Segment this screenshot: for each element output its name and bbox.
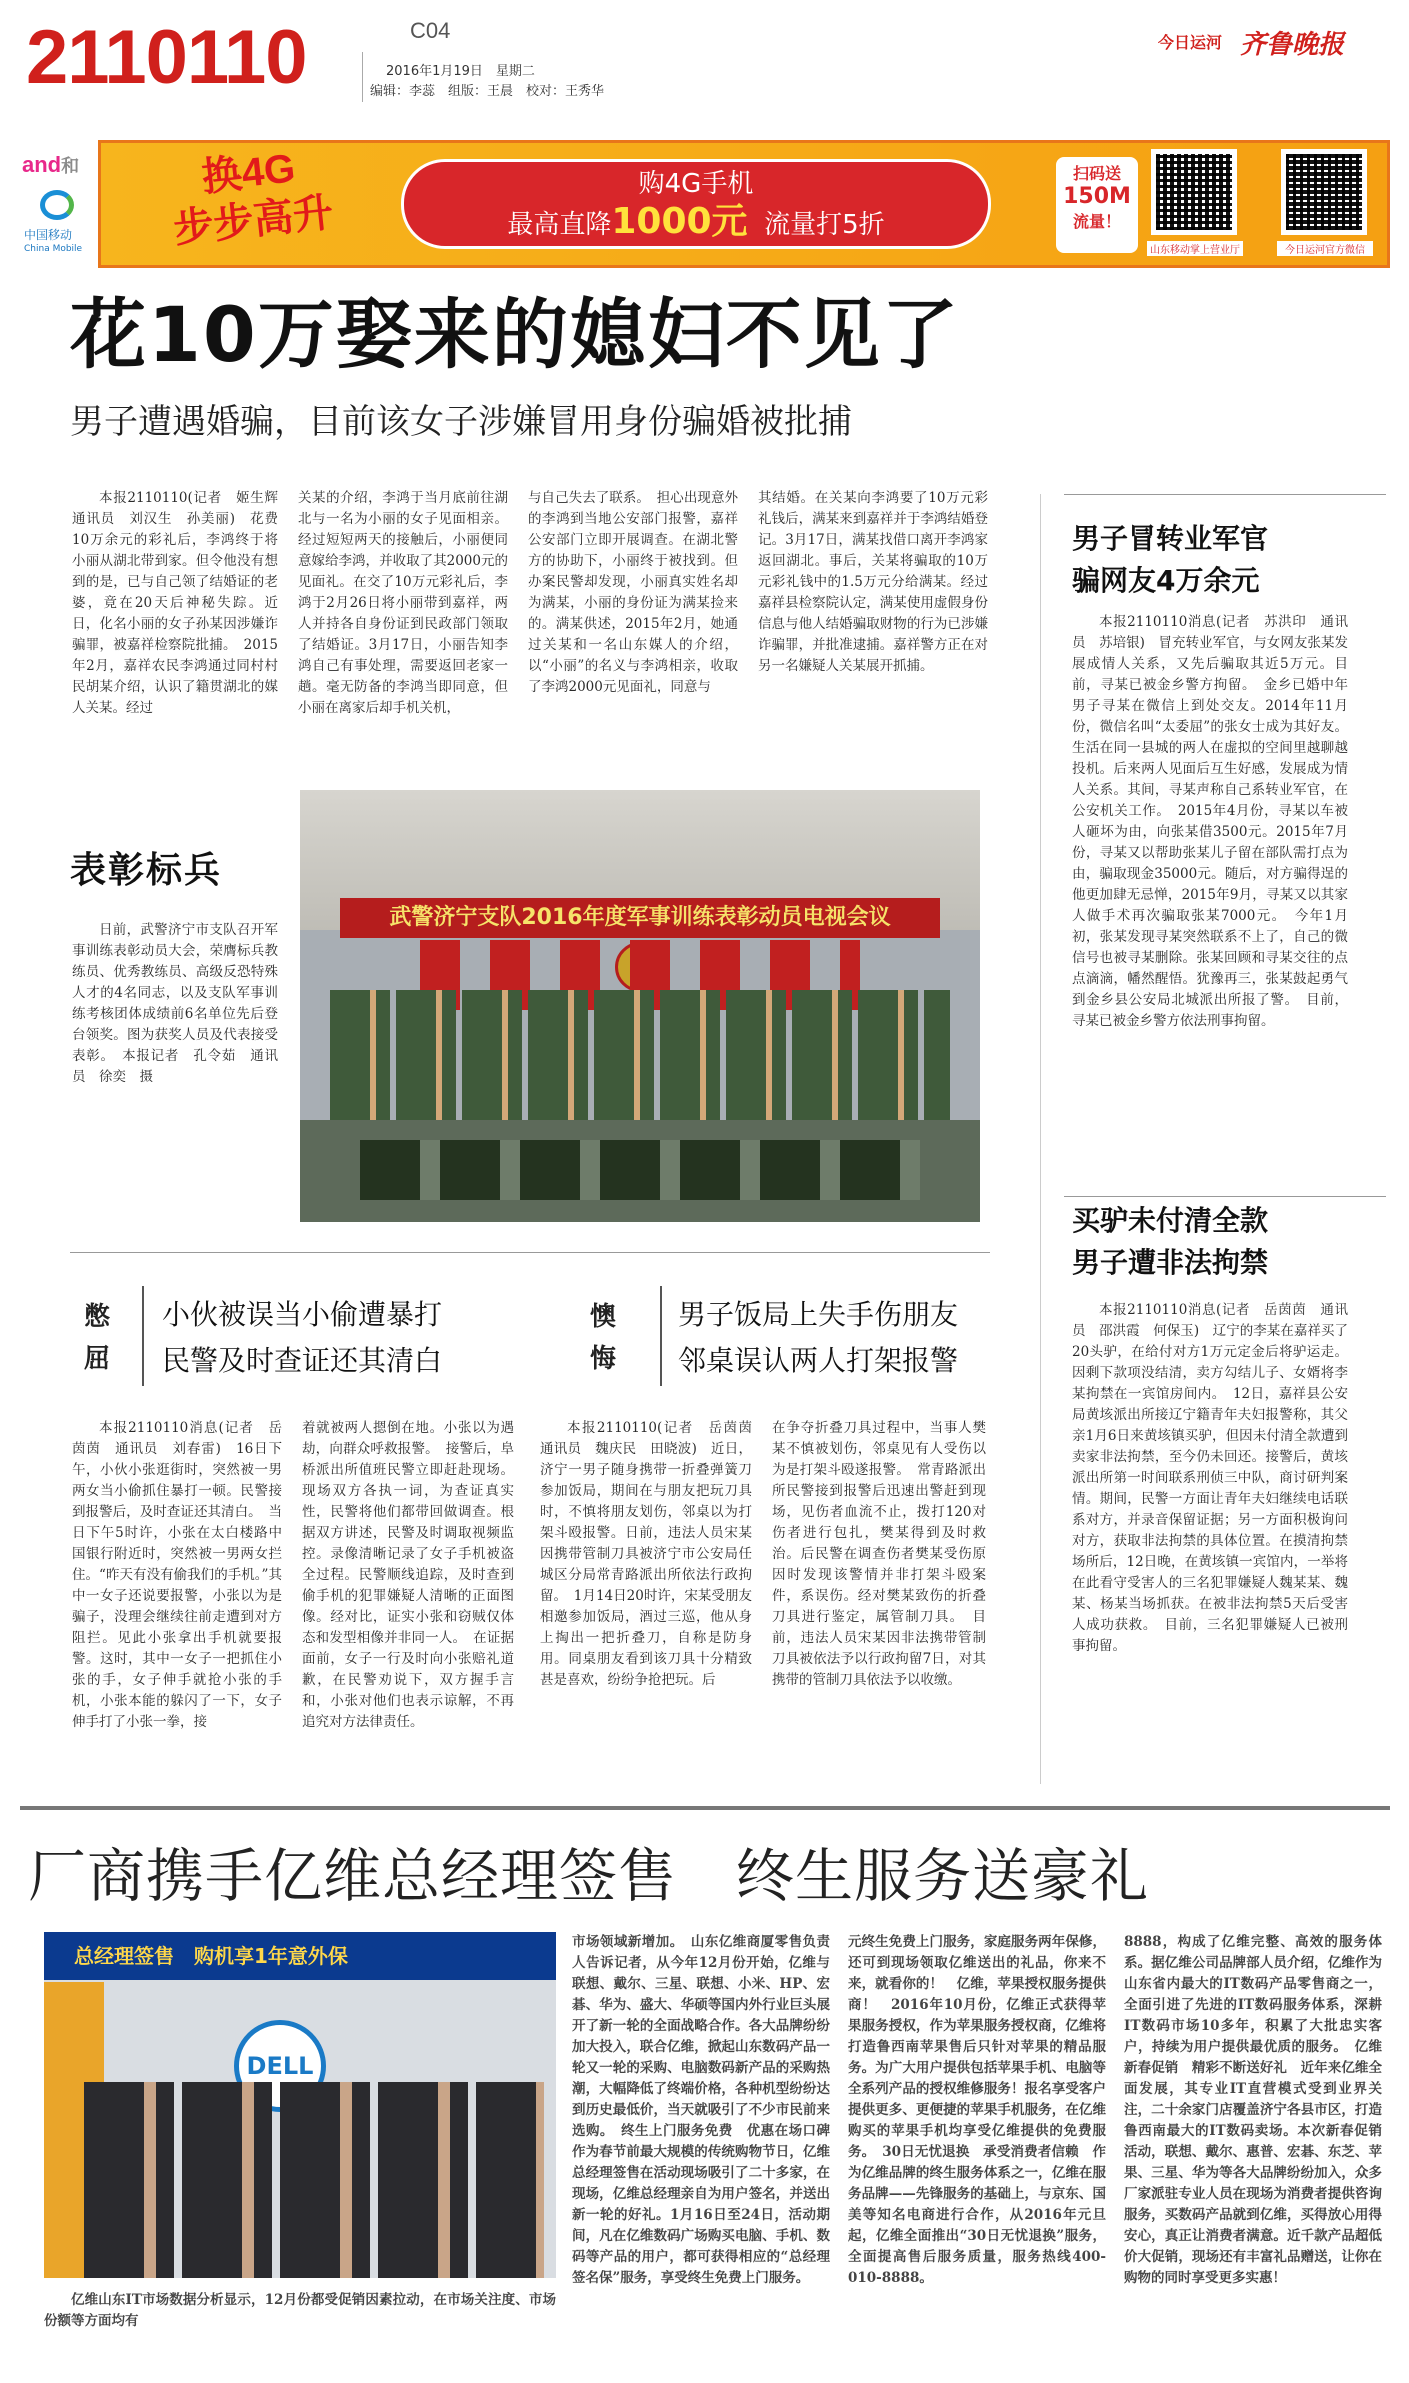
people-group	[84, 2082, 544, 2278]
and-brand-icon: and和	[22, 152, 80, 177]
page-code: C04	[410, 18, 451, 43]
bottom-caption: 亿维山东IT市场数据分析显示，12月份都受促销因素拉动，在市场关注度、市场份额等方面均有	[44, 2292, 556, 2329]
bottom-col-3: 8888，构成了亿维完整、高效的服务体系。据亿维公司品牌部人员介绍，亿维作为山东省内最大的IT数码产品零售商之一，全面引进了先进的IT数码服务体系，深耕IT数码市场10多年，积累了大批忠实客户，持续为用户提供最优质的服务。 亿维新春促销 精彩不断送好礼 近年来亿维全面发展，其专业IT直营模式受到业界关注，二十余家门店覆盖济宁各县市区，打造鲁西南最大的IT数码卖场。本次新春促销活动，联想、戴尔、惠普、宏碁、东芝、苹果、三星、华为等各大品牌纷纷加入，众多厂家派驻专业人员在现场为消费者提供咨询服务，买数码产品就到亿维，买得放心用得安心，真正让消费者满意。近千款产品超低价大促销，现场还有丰富礼品赠送，让你在购物的同时享受更多实惠！	[1124, 1934, 1382, 2286]
lead-col-1: 本报2110110(记者 姬生辉 通讯员 刘汉生 孙美丽) 花费10万余元的彩礼后，李鸿终于将小丽从湖北带到家。但令他没有想到的是，已与自己领了结婚证的老婆，竟在20天后神秘失踪。近日，化名小丽的女子孙某因涉嫌诈骗罪，被嘉祥检察院批捕。 2015年2月，嘉祥农民李鸿通过同村村民胡某介绍，认识了籍贯湖北的媒人关某。经过	[72, 490, 292, 716]
china-mobile-logo	[20, 140, 95, 268]
signing-photo	[44, 1932, 556, 2278]
china-mobile-swirl-icon	[40, 190, 74, 220]
offer-headline: 购4G手机	[638, 169, 754, 199]
editor-credits: 编辑：李蕊 组版：王晨 校对：王秀华	[370, 84, 605, 99]
carrier-name: 中国移动	[24, 228, 73, 242]
ceremony-banner: 武警济宁支队2016年度军事训练表彰动员电视会议	[340, 898, 940, 938]
side2-body: 本报2110110消息(记者 岳茵茵 通讯员 邵洪霞 何保玉) 辽宁的李某在嘉祥买了20头驴，在给付对方1万元定金后将驴运走。因剩下款项没结清，卖方勾结儿子、女婿将李某拘禁在一宾馆房间内。 12日，嘉祥县公安局黄垓派出所接辽宁籍青年夫妇报警称，其父亲1月6日来黄垓镇买驴，但因未付清全款遭到卖家非法拘禁，至今仍未回还。接警后，黄垓派出所第一时间联系刑侦三中队，商讨研判案情。期间，民警一方面让青年夫妇继续电话联系对方，并录音保留证据；另一方面积极询问对方，获取非法拘禁的具体位置。在摸清拘禁场所后，12日晚，在黄垓镇一宾馆内，一举将在此看守受害人的三名犯罪嫌疑人魏某某、魏某、杨某当场抓获。在被非法拘禁5天后受害人成功获救。 目前，三名犯罪嫌疑人已被刑事拘留。	[1072, 1302, 1348, 1654]
story3-tag: 憋屈	[84, 1302, 111, 1374]
issue-code: 2110110	[26, 15, 307, 100]
slogan: 换4G 步步高升	[171, 146, 336, 253]
ad-panel	[98, 140, 1390, 268]
scan-promo: 扫码送 150M 流量！	[1056, 157, 1138, 253]
newspaper-logo: 齐鲁晚报	[1240, 30, 1345, 60]
photo-story-label: 表彰标兵	[70, 850, 223, 891]
bottom-headline: 厂商携手亿维总经理签售 终生服务送豪礼	[28, 1842, 1150, 1910]
bottom-col-1: 市场领域新增加。 山东亿维商厦零售负责人告诉记者，从今年12月份开始，亿维与联想、戴尔、三星、联想、小米、HP、宏碁、华为、盛大、华硕等国内外行业巨头展开了新一轮的全面战略合作。各大品牌纷纷加大投入，联合亿维，掀起山东数码产品一轮又一轮的采购、电脑数码新产品的采购热潮，大幅降低了终端价格，各种机型纷纷达到历史最低价，当天就吸引了不少市民前来选购。 终生上门服务免费 优惠在场口碑 作为春节前最大规模的传统购物节日，亿维总经理签售在活动现场吸引了二十多家，在现场，亿维总经理亲自为用户签名，并送出新一轮的好礼。1月16日至24日，活动期间，凡在亿维数码广场购买电脑、手机、数码等产品的用户，都可获得相应的“总经理签名保”服务，享受终生免费上门服务。	[572, 1934, 844, 2286]
story4-title: 男子饭局上失手伤朋友 邻桌误认两人打架报警	[678, 1298, 959, 1377]
carrier-name-en: China Mobile	[24, 244, 83, 254]
offer-amount: 1000元	[611, 201, 748, 242]
story4-col-2: 在争夺折叠刀具过程中，当事人樊某不慎被划伤，邻桌见有人受伤以为是打架斗殴遂报警。 常青路派出所民警接到报警后迅速出警赶到现场，见伤者血流不止，拨打120对伤者进行包扎，樊某得到及时救治。后民警在调查伤者樊某受伤原因时发现该警情并非打架斗殴案件，系误伤。经对樊某致伤的折叠刀具进行鉴定，属管制刀具。 目前，违法人员宋某因非法携带管制刀具被依法予以行政拘留7日，对其携带的管制刀具依法予以收缴。	[772, 1420, 986, 1688]
story4-col-1: 本报2110110(记者 岳茵茵 通讯员 魏庆民 田晓波) 近日，济宁一男子随身携带一折叠弹簧刀参加饭局，期间在与朋友把玩刀具时，不慎将朋友划伤，邻桌以为打架斗殴报警。日前，违法人员宋某因携带管制刀具被济宁市公安局任城区分局常青路派出所依法行政拘留。 1月14日20时许，宋某受朋友相邀参加饭局，酒过三巡，他从身上掏出一把折叠刀，自称是防身用。同桌朋友看到该刀具十分精致甚是喜欢，纷纷争抢把玩。后	[540, 1420, 766, 1688]
side2-title: 买驴未付清全款 男子遭非法拘禁	[1072, 1204, 1269, 1279]
offer-suffix: 流量打5折	[764, 210, 885, 240]
section-name: 今日运河	[1158, 33, 1223, 52]
side1-body: 本报2110110消息(记者 苏洪印 通讯员 苏培银) 冒充转业军官，与女网友张某发展成情人关系，又先后骗取其近5万元。目前，寻某已被金乡警方拘留。 金乡已婚中年男子寻某在微信上到处交友。2014年11月份，微信名叫“太委屈”的张女士成为其好友。生活在同一县城的两人在虚拟的空间里越聊越投机。后来两人见面后互生好感，发展成为情人关系。其间，寻某声称自己系转业军官，在公安机关工作。 2015年4月份，寻某以车被人砸坏为由，向张某借3500元。2015年7月份，寻某又以帮助张某儿子留在部队需打点为由，骗取现金35000元。随后，对方骗得逞的他更加肆无忌惮，2015年9月，寻某又以其家人做手术再次骗取张某7000元。 今年1月初，张某发现寻某突然联系不上了，自己的微信号也被寻某删除。张某回顾和寻某交往的点点滴滴，幡然醒悟。犹豫再三，张某鼓起勇气到金乡县公安局北城派出所报了警。 目前，寻某已被金乡警方依法刑事拘留。	[1072, 614, 1348, 1029]
lead-col-2: 关某的介绍，李鸿于当月底前往湖北与一名为小丽的女子见面相亲。经过短短两天的接触后，小丽便同意嫁给李鸿，并收取了其2000元的见面礼。在交了10万元彩礼后，李鸿于2月26日将小丽带到嘉祥，两人并持各自身份证到民政部门领取了结婚证。3月17日，小丽告知李鸿自己有事处理，需要返回老家一趟。毫无防备的李鸿当即同意，但小丽在离家后却手机关机，	[298, 490, 508, 716]
qr2-caption: 今日运河官方微信	[1277, 241, 1373, 256]
lead-headline: 花10万娶来的媳妇不见了	[70, 290, 960, 379]
offer-box	[401, 159, 991, 249]
story3-col-2: 着就被两人摁倒在地。小张以为遇劫，向群众呼救报警。 接警后，阜桥派出所值班民警立即赶赴现场。现场双方各执一词，为查证真实性，民警将他们都带回做调查。根据双方讲述，民警及时调取视频监控。录像清晰记录了女子手机被盗全过程。民警顺线追踪，及时查到偷手机的犯罪嫌疑人清晰的正面图像。经对比，证实小张和窃贼仅体态和发型相像并非同一人。 在证据面前，女子一行及时向小张赔礼道歉，在民警劝说下，双方握手言和，小张对他们也表示谅解，不再追究对方法律责任。	[302, 1420, 514, 1730]
issue-date: 2016年1月19日 星期二	[386, 64, 535, 79]
bottom-col-2: 元终生免费上门服务，家庭服务两年保修，还可到现场领取亿维送出的礼品，你来不来，就看你的！ 亿维，苹果授权服务提供商！ 2016年10月份，亿维正式获得苹果服务授权，作为苹果服务授权商，亿维将打造鲁西南苹果售后只针对苹果的精品服务。为广大用户提供包括苹果手机、电脑等全系列产品的授权维修服务！报名享受客户提供更多、更便捷的苹果手机服务，在亿维购买的苹果手机均享受亿维提供的免费服务。 30日无忧退换 承受消费者信赖 作为亿维品牌的终生服务体系之一，亿维在服务品牌——先锋服务的基础上，与京东、国美等知名电商进行合作，从2016年元旦起，亿维全面推出“30日无忧退换”服务，全面提高售后服务质量，服务热线400-010-8888。	[848, 1934, 1106, 2286]
qr1-caption: 山东移动掌上营业厅	[1147, 241, 1243, 256]
ad-banner[interactable]	[20, 140, 1390, 268]
qr-code-icon[interactable]	[1151, 149, 1237, 235]
offer-prefix: 最高直降	[507, 210, 612, 240]
qr-code-icon[interactable]	[1281, 149, 1367, 235]
lead-col-3: 与自己失去了联系。 担心出现意外的李鸿到当地公安部门报警，嘉祥公安部门立即开展调查。在湖北警方的协助下，小丽终于被找到。但办案民警却发现，小丽真实姓名却为满某，小丽的身份证为满某捡来的。满某供述，2015年2月，她通过关某和一名山东媒人的介绍，以“小丽”的名义与李鸿相亲，收取了李鸿2000元见面礼，同意与	[528, 490, 738, 695]
photo-caption: 日前，武警济宁市支队召开军事训练表彰动员大会，荣膺标兵教练员、优秀教练员、高级反恐特殊人才的4名同志，以及支队军事训练考核团体成绩前6名单位先后登台领奖。图为获奖人员及代表接受表彰。 本报记者 孔令茹 通讯员 徐奕 摄	[72, 922, 278, 1085]
story4-tag: 懊悔	[590, 1302, 617, 1374]
signing-banner: 总经理签售 购机享1年意外保	[44, 1932, 556, 1980]
lead-col-4: 其结婚。在关某向李鸿要了10万元彩礼钱后，满某来到嘉祥并于李鸿结婚登记。3月17日，满某找借口离开李鸿家返回湖北。事后，关某将骗取的10万元彩礼钱中的1.5万元分给满某。经过嘉祥县检察院认定，满某使用虚假身份信息与他人结婚骗取财物的行为已涉嫌诈骗罪，并批准逮捕。嘉祥警方正在对另一名嫌疑人关某展开抓捕。	[758, 490, 988, 674]
story3-col-1: 本报2110110消息(记者 岳茵茵 通讯员 刘春雷) 16日下午，小伙小张逛街时，突然被一男两女当小偷抓住暴打一顿。民警接到报警后，及时查证还其清白。 当日下午5时许，小张在太白楼路中国银行附近时，突然被一男两女拦住。“昨天有没有偷我们的手机。”其中一女子还说要报警，小张以为是骗子，没理会继续往前走遭到对方阻拦。见此小张拿出手机就要报警。这时，其中一女子一把抓住小张的手，女子伸手就抢小张的手机，小张本能的躲闪了一下，女子伸手打了小张一拳，接	[72, 1420, 282, 1730]
lead-subheadline: 男子遭遇婚骗，目前该女子涉嫌冒用身份骗婚被批捕	[70, 402, 852, 442]
ceremony-photo	[300, 790, 980, 1222]
story3-title: 小伙被误当小偷遭暴打 民警及时查证还其清白	[162, 1298, 443, 1377]
side1-title: 男子冒转业军官 骗网友4万余元	[1072, 522, 1269, 597]
dell-logo-icon: DELL	[234, 2020, 326, 2112]
